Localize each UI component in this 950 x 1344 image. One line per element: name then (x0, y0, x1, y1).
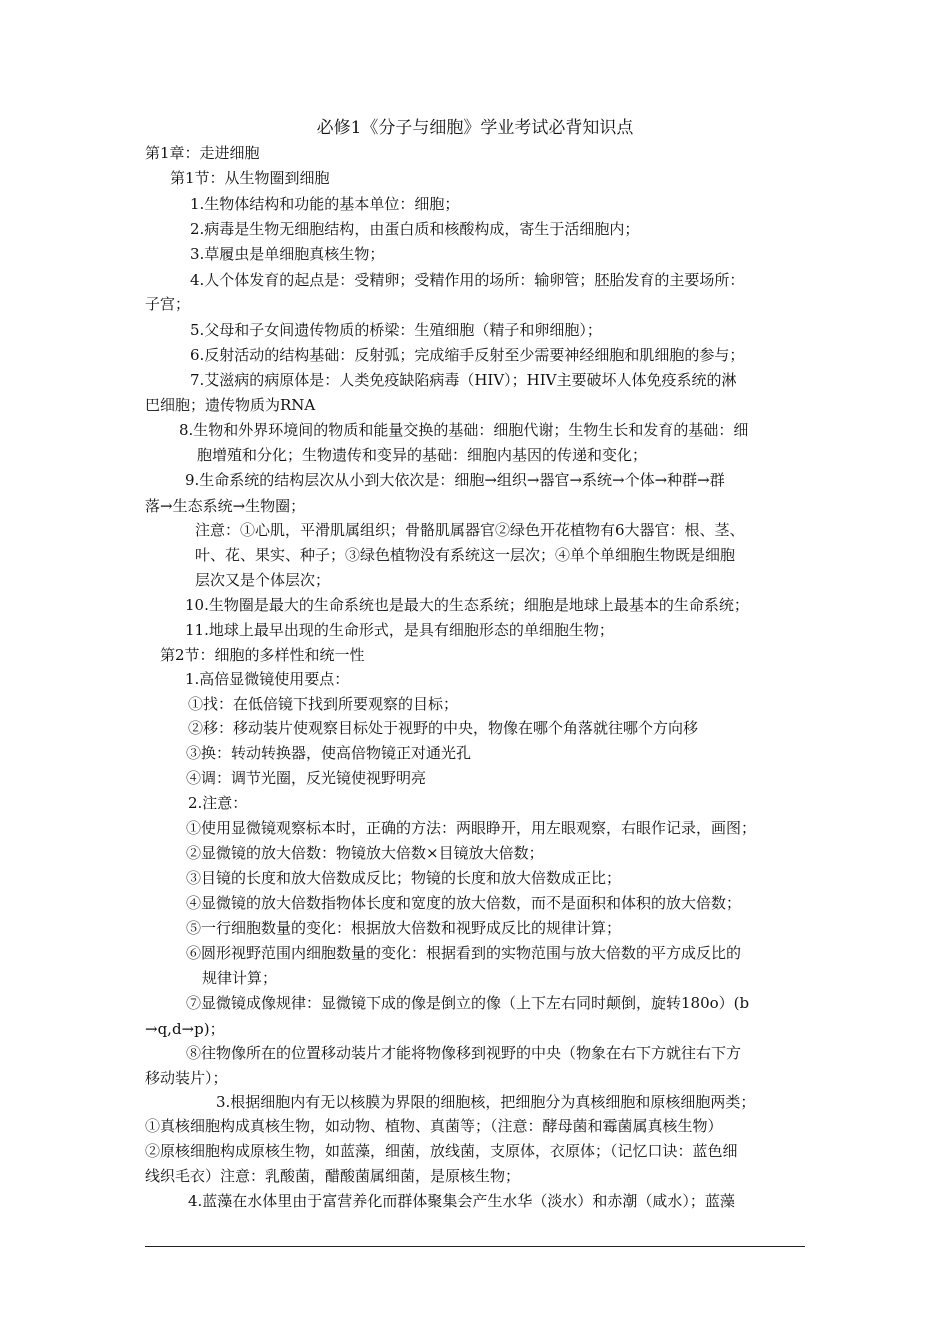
text-line: ⑥圆形视野范围内细胞数量的变化：根据看到的实物范围与放大倍数的平方成反比的 (186, 944, 742, 962)
text-line: ③目镜的长度和放大倍数成反比；物镜的长度和放大倍数成正比； (186, 869, 622, 887)
text-line: 规律计算； (202, 969, 278, 987)
text-line: ②显微镜的放大倍数：物镜放大倍数×目镜放大倍数； (186, 844, 544, 862)
text-line: 移动装片）； (145, 1069, 228, 1087)
text-line: 4.人个体发育的起点是：受精卵；受精作用的场所：输卵管；胚胎发育的主要场所： (190, 271, 745, 289)
text-line: 2.病毒是生物无细胞结构，由蛋白质和核酸构成，寄生于活细胞内； (190, 220, 640, 238)
text-line: 层次又是个体层次； (195, 571, 331, 589)
text-line: 6.反射活动的结构基础：反射弧；完成缩手反射至少需要神经细胞和肌细胞的参与； (190, 346, 745, 364)
text-line: 子宫； (145, 295, 191, 313)
text-line: 4.蓝藻在水体里由于富营养化而群体聚集会产生水华（淡水）和赤潮（咸水）；蓝藻 (188, 1192, 735, 1210)
text-line: ②移：移动装片使观察目标处于视野的中央，物像在哪个角落就往哪个方向移 (188, 719, 699, 737)
text-line: 8.生物和外界环境间的物质和能量交换的基础：细胞代谢；生物生长和发育的基础：细 (179, 421, 749, 439)
text-line: ④调：调节光圈，反光镜使视野明亮 (186, 769, 427, 787)
text-line: 3.根据细胞内有无以核膜为界限的细胞核，把细胞分为真核细胞和原核细胞两类； (216, 1093, 756, 1111)
text-line: 9.生命系统的结构层次从小到大依次是：细胞→组织→器官→系统→个体→种群→群 (185, 471, 725, 489)
text-line: ④显微镜的放大倍数指物体长度和宽度的放大倍数，而不是面积和体积的放大倍数； (186, 894, 742, 912)
footer-divider (145, 1246, 805, 1247)
text-line: ⑤一行细胞数量的变化：根据放大倍数和视野成反比的规律计算； (186, 919, 622, 937)
text-line: ⑧往物像所在的位置移动装片才能将物像移到视野的中央（物象在右下方就往右下方 (186, 1044, 742, 1062)
text-line: ②原核细胞构成原核生物，如蓝藻，细菌，放线菌，支原体，衣原体；（记忆口诀：蓝色细 (145, 1142, 738, 1160)
text-line: 1.生物体结构和功能的基本单位：细胞； (190, 195, 460, 213)
text-line: →q,d→p)； (145, 1020, 225, 1038)
text-line: ⑦显微镜成像规律：显微镜下成的像是倒立的像（上下左右同时颠倒，旋转180o）(b (186, 994, 750, 1012)
text-line: 巴细胞；遗传物质为RNA (145, 396, 316, 414)
text-line: 7.艾滋病的病原体是：人类免疫缺陷病毒（HIV）；HIV主要破坏人体免疫系统的淋 (190, 371, 737, 389)
text-line: 11.地球上最早出现的生命形式，是具有细胞形态的单细胞生物； (185, 621, 614, 639)
text-line: 10.生物圈是最大的生命系统也是最大的生态系统；细胞是地球上最基本的生命系统； (185, 596, 749, 614)
text-line: 第2节：细胞的多样性和统一性 (160, 646, 365, 664)
text-line: 线织毛衣）注意：乳酸菌，醋酸菌属细菌，是原核生物； (145, 1167, 521, 1185)
text-line: ①真核细胞构成真核生物，如动物、植物、真菌等；（注意：酵母菌和霉菌属真核生物） (145, 1117, 723, 1135)
text-line: ①找：在低倍镜下找到所要观察的目标； (188, 695, 459, 713)
text-line: 1.高倍显微镜使用要点： (185, 670, 350, 688)
text-line: 5.父母和子女间遗传物质的桥梁：生殖细胞（精子和卵细胞）； (190, 321, 602, 339)
text-line: ③换：转动转换器，使高倍物镜正对通光孔 (186, 744, 472, 762)
text-line: 胞增殖和分化；生物遗传和变异的基础：细胞内基因的传递和变化； (197, 446, 648, 464)
text-line: 第1节：从生物圈到细胞 (170, 169, 330, 187)
text-line: 3.草履虫是单细胞真核生物； (190, 245, 385, 263)
text-line: 第1章：走进细胞 (145, 144, 260, 162)
text-line: 落→生态系统→生物圈； (145, 497, 306, 515)
text-line: 2.注意： (188, 794, 248, 812)
text-line: 叶、花、果实、种子；③绿色植物没有系统这一层次；④单个单细胞生物既是细胞 (195, 546, 736, 564)
text-line: ①使用显微镜观察标本时，正确的方法：两眼睁开，用左眼观察，右眼作记录，画图； (186, 819, 757, 837)
page-title: 必修1《分子与细胞》学业考试必背知识点 (316, 118, 634, 138)
text-line: 注意：①心肌，平滑肌属组织；骨骼肌属器官②绿色开花植物有6大器官：根、茎、 (195, 521, 745, 539)
